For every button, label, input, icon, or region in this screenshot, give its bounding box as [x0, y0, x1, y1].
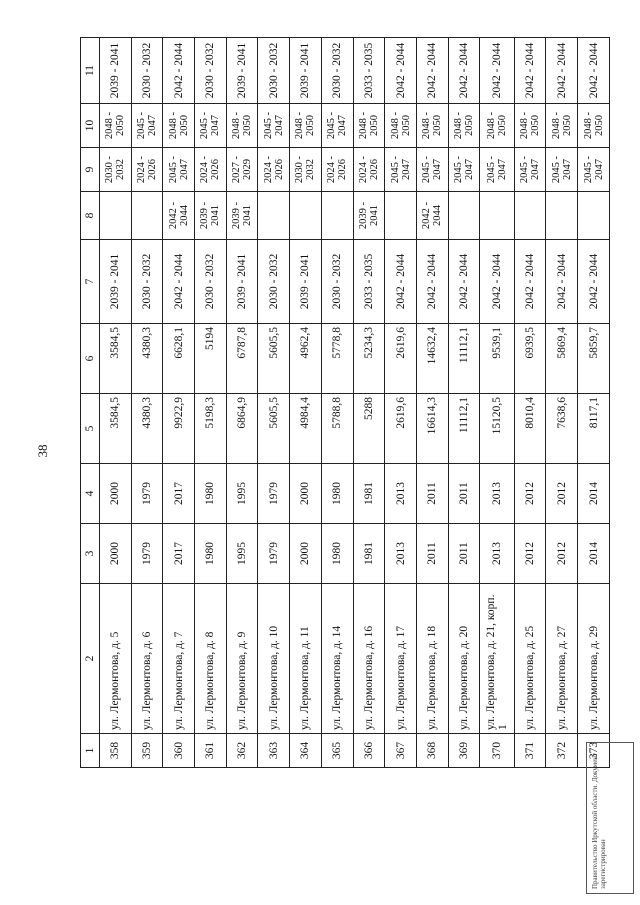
row-number: 359: [131, 734, 163, 768]
living-area-cell: 14632,4: [416, 324, 448, 394]
table-row: [416, 38, 448, 768]
table-row: [385, 38, 417, 768]
table-row: [258, 38, 290, 768]
period-cell: 2030 - 2032: [100, 148, 132, 192]
period-cell: 2039 - 2041: [353, 192, 385, 240]
living-area-cell: 6787,8: [226, 324, 258, 394]
row-number: 362: [226, 734, 258, 768]
total-area-cell: 4380,3: [131, 394, 163, 464]
year-commissioned-cell: 1995: [226, 464, 258, 524]
row-number: 360: [163, 734, 195, 768]
year-built-cell: 2012: [514, 524, 546, 584]
column-header: 2: [81, 584, 100, 734]
total-area-cell: 4984,4: [290, 394, 322, 464]
rotated-table-area: [80, 38, 610, 768]
year-commissioned-cell: 2012: [514, 464, 546, 524]
period-cell: 2030 - 2032: [195, 240, 227, 324]
column-header: 4: [81, 464, 100, 524]
year-commissioned-cell: 2017: [163, 464, 195, 524]
column-header: 7: [81, 240, 100, 324]
period-cell: 2042 - 2044: [416, 192, 448, 240]
address-cell: ул. Лермонтова, д. 11: [290, 584, 322, 734]
period-cell: 2030 - 2032: [290, 148, 322, 192]
address-cell: ул. Лермонтова, д. 20: [448, 584, 480, 734]
period-cell: 2039 - 2041: [100, 38, 132, 104]
address-cell: ул. Лермонтова, д. 9: [226, 584, 258, 734]
total-area-cell: 2619,6: [385, 394, 417, 464]
period-cell: 2042 - 2044: [514, 240, 546, 324]
column-header: 9: [81, 148, 100, 192]
column-header: 1: [81, 734, 100, 768]
header-row: [81, 38, 100, 768]
year-built-cell: 1981: [353, 524, 385, 584]
period-cell: 2042 - 2044: [416, 38, 448, 104]
year-commissioned-cell: 1981: [353, 464, 385, 524]
row-number: 363: [258, 734, 290, 768]
row-number: 368: [416, 734, 448, 768]
column-header: 5: [81, 394, 100, 464]
period-cell: 2048 - 2050: [546, 104, 578, 148]
total-area-cell: 8010,4: [514, 394, 546, 464]
period-cell: 2024 - 2026: [195, 148, 227, 192]
table-row: [195, 38, 227, 768]
period-cell: 2030 - 2032: [131, 240, 163, 324]
period-cell: 2033 - 2035: [353, 38, 385, 104]
period-cell: 2042 - 2044: [546, 240, 578, 324]
period-cell: 2048 - 2050: [385, 104, 417, 148]
period-cell: 2048 - 2050: [448, 104, 480, 148]
year-built-cell: 1995: [226, 524, 258, 584]
period-cell: 2042 - 2044: [163, 192, 195, 240]
period-cell: 2045 - 2047: [578, 148, 610, 192]
period-cell: 2042 - 2044: [385, 38, 417, 104]
housing-schedule-table: [80, 37, 610, 768]
period-cell: 2039 - 2041: [290, 240, 322, 324]
table-row: [321, 38, 353, 768]
row-number: 370: [480, 734, 514, 768]
column-header: 8: [81, 192, 100, 240]
year-built-cell: 2017: [163, 524, 195, 584]
period-cell: 2042 - 2044: [578, 240, 610, 324]
address-cell: ул. Лермонтова, д. 8: [195, 584, 227, 734]
living-area-cell: 6628,1: [163, 324, 195, 394]
table-row: [546, 38, 578, 768]
total-area-cell: 15120,5: [480, 394, 514, 464]
period-cell: [131, 192, 163, 240]
period-cell: 2042 - 2044: [448, 38, 480, 104]
period-cell: [258, 192, 290, 240]
total-area-cell: 5288: [353, 394, 385, 464]
period-cell: 2045 - 2047: [385, 148, 417, 192]
period-cell: 2030 - 2032: [131, 38, 163, 104]
year-commissioned-cell: 2012: [546, 464, 578, 524]
address-cell: ул. Лермонтова, д. 10: [258, 584, 290, 734]
living-area-cell: 11112,1: [448, 324, 480, 394]
period-cell: 2045 - 2047: [163, 148, 195, 192]
row-number: 365: [321, 734, 353, 768]
table-row: [578, 38, 610, 768]
year-commissioned-cell: 2011: [448, 464, 480, 524]
period-cell: 2042 - 2044: [163, 240, 195, 324]
address-cell: ул. Лермонтова, д. 27: [546, 584, 578, 734]
period-cell: 2045 - 2047: [448, 148, 480, 192]
period-cell: 2042 - 2044: [163, 38, 195, 104]
living-area-cell: 3584,5: [100, 324, 132, 394]
year-commissioned-cell: 2013: [385, 464, 417, 524]
period-cell: 2042 - 2044: [480, 38, 514, 104]
year-commissioned-cell: 2013: [480, 464, 514, 524]
column-header: 11: [81, 38, 100, 104]
year-built-cell: 2000: [100, 524, 132, 584]
row-number: 367: [385, 734, 417, 768]
period-cell: [290, 192, 322, 240]
table-row: [163, 38, 195, 768]
row-number: 366: [353, 734, 385, 768]
row-number: 373: [578, 734, 610, 768]
period-cell: 2045 - 2047: [480, 148, 514, 192]
page-number: 38: [35, 444, 50, 458]
living-area-cell: 5869,4: [546, 324, 578, 394]
year-built-cell: 2012: [546, 524, 578, 584]
total-area-cell: 5198,3: [195, 394, 227, 464]
period-cell: [321, 192, 353, 240]
period-cell: 2045 - 2047: [321, 104, 353, 148]
year-commissioned-cell: 1979: [131, 464, 163, 524]
row-number: 364: [290, 734, 322, 768]
period-cell: 2030 - 2032: [258, 240, 290, 324]
period-cell: 2024 - 2026: [353, 148, 385, 192]
total-area-cell: 5788,8: [321, 394, 353, 464]
period-cell: 2039 - 2041: [226, 38, 258, 104]
period-cell: 2048 - 2050: [578, 104, 610, 148]
period-cell: 2045 - 2047: [514, 148, 546, 192]
table-wrapper: [80, 38, 610, 768]
total-area-cell: 16614,3: [416, 394, 448, 464]
total-area-cell: 6864,9: [226, 394, 258, 464]
year-built-cell: 2000: [290, 524, 322, 584]
period-cell: 2039 - 2041: [290, 38, 322, 104]
period-cell: 2048 - 2050: [100, 104, 132, 148]
table-body: [100, 38, 610, 768]
address-cell: ул. Лермонтова, д. 25: [514, 584, 546, 734]
period-cell: 2048 - 2050: [416, 104, 448, 148]
period-cell: [385, 192, 417, 240]
year-built-cell: 1979: [258, 524, 290, 584]
year-commissioned-cell: 2000: [100, 464, 132, 524]
period-cell: 2030 - 2032: [195, 38, 227, 104]
table-row: [353, 38, 385, 768]
row-number: 372: [546, 734, 578, 768]
period-cell: 2048 - 2050: [163, 104, 195, 148]
column-header: 3: [81, 524, 100, 584]
address-cell: ул. Лермонтова, д. 7: [163, 584, 195, 734]
stamp-text: Правительство Иркутской области. Документ зарегистрирован: [591, 752, 607, 889]
column-header: 10: [81, 104, 100, 148]
period-cell: [480, 192, 514, 240]
living-area-cell: 6939,5: [514, 324, 546, 394]
period-cell: 2045 - 2047: [546, 148, 578, 192]
period-cell: 2048 - 2050: [290, 104, 322, 148]
period-cell: [100, 192, 132, 240]
address-cell: ул. Лермонтова, д. 21, корп. 1: [480, 584, 514, 734]
living-area-cell: 4962,4: [290, 324, 322, 394]
row-number: 358: [100, 734, 132, 768]
period-cell: 2030 - 2032: [258, 38, 290, 104]
table-row: [131, 38, 163, 768]
living-area-cell: 5234,3: [353, 324, 385, 394]
period-cell: 2048 - 2050: [353, 104, 385, 148]
living-area-cell: 2619,6: [385, 324, 417, 394]
table-row: [448, 38, 480, 768]
year-commissioned-cell: 2000: [290, 464, 322, 524]
address-cell: ул. Лермонтова, д. 29: [578, 584, 610, 734]
total-area-cell: 3584,5: [100, 394, 132, 464]
year-built-cell: 2011: [416, 524, 448, 584]
table-row: [290, 38, 322, 768]
address-cell: ул. Лермонтова, д. 5: [100, 584, 132, 734]
living-area-cell: 5194: [195, 324, 227, 394]
table-row: [514, 38, 546, 768]
period-cell: [578, 192, 610, 240]
year-commissioned-cell: 1980: [321, 464, 353, 524]
period-cell: 2039 - 2041: [100, 240, 132, 324]
period-cell: 2039 - 2041: [195, 192, 227, 240]
row-number: 371: [514, 734, 546, 768]
period-cell: 2042 - 2044: [480, 240, 514, 324]
address-cell: ул. Лермонтова, д. 17: [385, 584, 417, 734]
period-cell: 2030 - 2032: [321, 240, 353, 324]
period-cell: 2042 - 2044: [416, 240, 448, 324]
period-cell: 2045 - 2047: [416, 148, 448, 192]
year-built-cell: 1980: [321, 524, 353, 584]
year-commissioned-cell: 2011: [416, 464, 448, 524]
period-cell: 2030 - 2032: [321, 38, 353, 104]
period-cell: 2024 - 2026: [321, 148, 353, 192]
period-cell: 2042 - 2044: [385, 240, 417, 324]
living-area-cell: 5605,5: [258, 324, 290, 394]
table-row: [480, 38, 514, 768]
column-header: 6: [81, 324, 100, 394]
period-cell: [448, 192, 480, 240]
total-area-cell: 8117,1: [578, 394, 610, 464]
living-area-cell: 5859,7: [578, 324, 610, 394]
address-cell: ул. Лермонтова, д. 16: [353, 584, 385, 734]
period-cell: 2024 - 2026: [131, 148, 163, 192]
year-built-cell: 2011: [448, 524, 480, 584]
year-built-cell: 2013: [480, 524, 514, 584]
period-cell: 2027 - 2029: [226, 148, 258, 192]
total-area-cell: 11112,1: [448, 394, 480, 464]
period-cell: [546, 192, 578, 240]
table-row: [100, 38, 132, 768]
living-area-cell: 4380,3: [131, 324, 163, 394]
period-cell: 2039 - 2041: [226, 240, 258, 324]
period-cell: [514, 192, 546, 240]
year-commissioned-cell: 1980: [195, 464, 227, 524]
period-cell: 2042 - 2044: [448, 240, 480, 324]
period-cell: 2045 - 2047: [131, 104, 163, 148]
period-cell: 2042 - 2044: [546, 38, 578, 104]
period-cell: 2045 - 2047: [258, 104, 290, 148]
year-built-cell: 2013: [385, 524, 417, 584]
year-built-cell: 2014: [578, 524, 610, 584]
address-cell: ул. Лермонтова, д. 14: [321, 584, 353, 734]
year-commissioned-cell: 2014: [578, 464, 610, 524]
living-area-cell: 9539,1: [480, 324, 514, 394]
period-cell: 2033 - 2035: [353, 240, 385, 324]
year-built-cell: 1980: [195, 524, 227, 584]
period-cell: 2039 - 2041: [226, 192, 258, 240]
period-cell: 2045 - 2047: [195, 104, 227, 148]
period-cell: 2024 - 2026: [258, 148, 290, 192]
year-built-cell: 1979: [131, 524, 163, 584]
period-cell: 2042 - 2044: [514, 38, 546, 104]
period-cell: 2042 - 2044: [578, 38, 610, 104]
total-area-cell: 5605,5: [258, 394, 290, 464]
address-cell: ул. Лермонтова, д. 6: [131, 584, 163, 734]
row-number: 369: [448, 734, 480, 768]
total-area-cell: 7638,6: [546, 394, 578, 464]
registration-stamp: [586, 742, 634, 894]
address-cell: ул. Лермонтова, д. 18: [416, 584, 448, 734]
period-cell: 2048 - 2050: [226, 104, 258, 148]
total-area-cell: 9922,9: [163, 394, 195, 464]
period-cell: 2048 - 2050: [514, 104, 546, 148]
year-commissioned-cell: 1979: [258, 464, 290, 524]
row-number: 361: [195, 734, 227, 768]
period-cell: 2048 - 2050: [480, 104, 514, 148]
living-area-cell: 5778,8: [321, 324, 353, 394]
table-row: [226, 38, 258, 768]
